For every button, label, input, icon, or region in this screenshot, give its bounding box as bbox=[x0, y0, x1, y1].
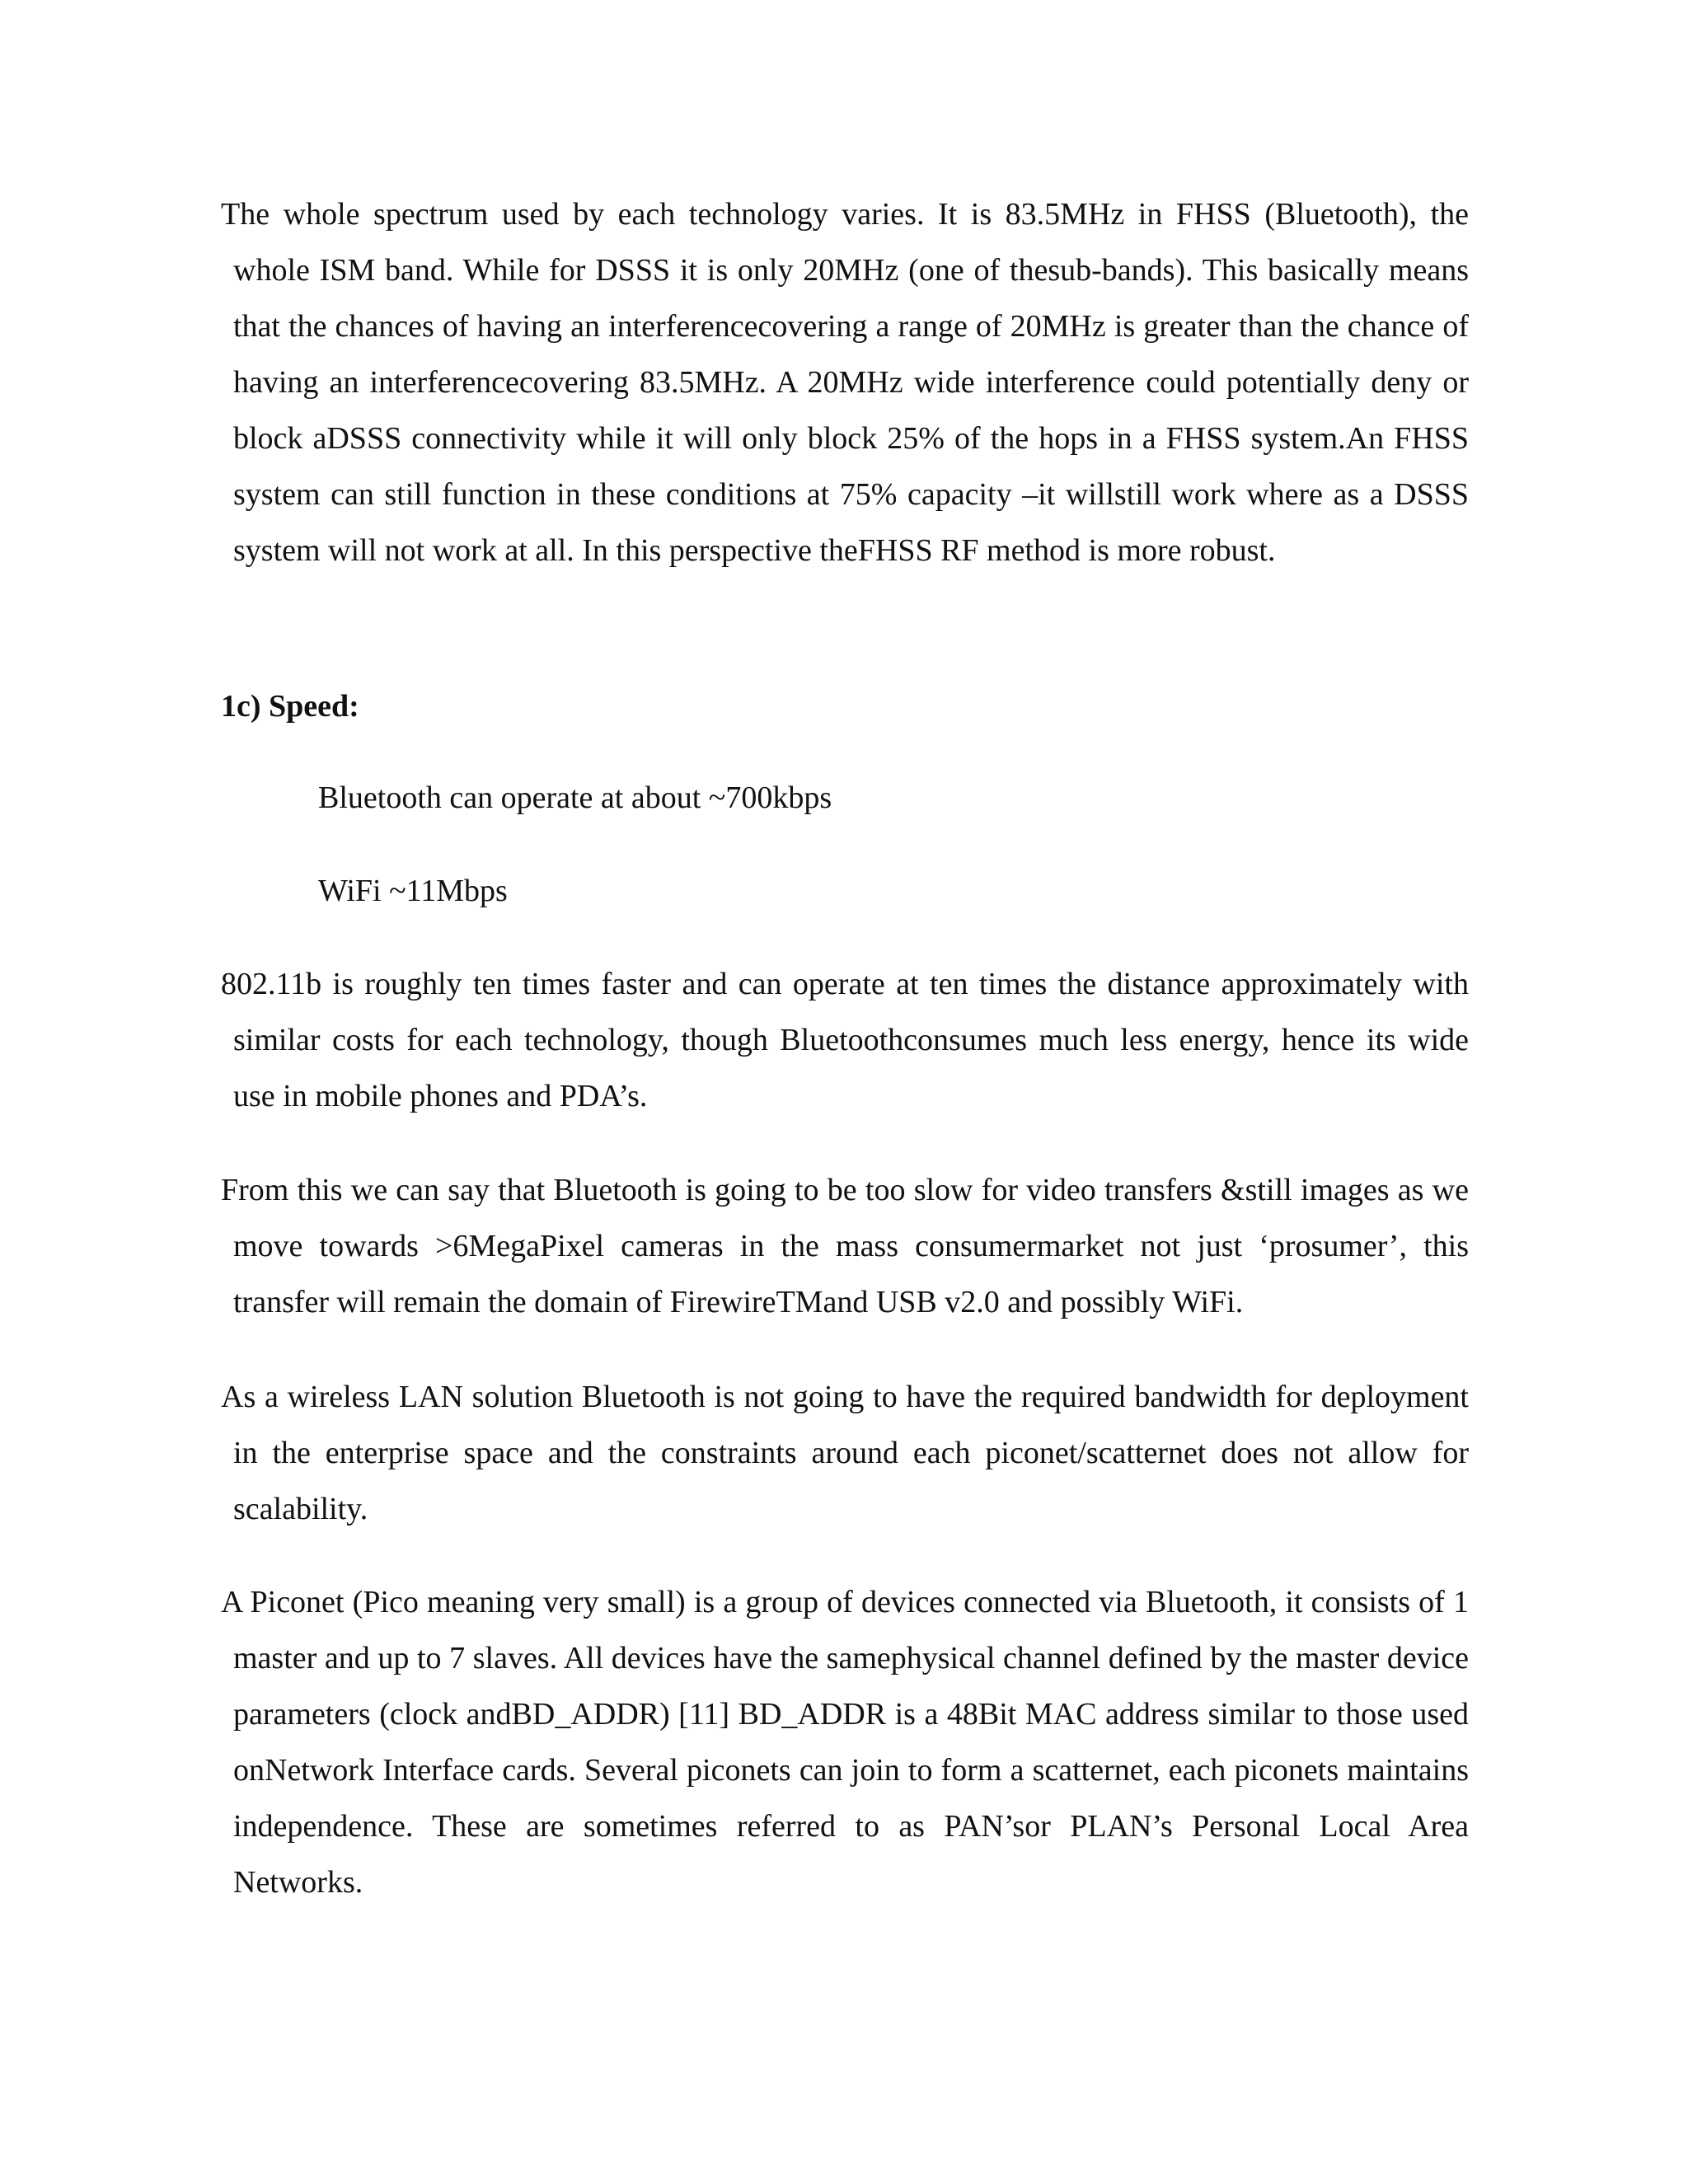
section-heading-speed: 1c) Speed: bbox=[221, 689, 359, 724]
speed-bluetooth-line: Bluetooth can operate at about ~700kbps bbox=[318, 780, 832, 815]
paragraph-wireless-lan: As a wireless LAN solution Bluetooth is not going to have the required bandwidth for deployment in the enterprise space and the constraints around each piconet/scatternet does not allow for scalability. bbox=[221, 1380, 1469, 1526]
paragraph-spectrum: The whole spectrum used by each technology varies. It is 83.5MHz in FHSS (Bluetooth), the whole ISM band. While for DSSS it is only 20MHz (one of thesub-bands). This basically means that the chances of having an interferencecovering a range of 20MHz is greater than the chance of having an interferencecovering 83.5MHz. A 20MHz wide interference could potentially deny or block aDSSS connectivity while it will only block 25% of the hops in a FHSS system.An FHSS system can still function in these conditions at 75% capacity –it willstill work where as a DSSS system will not work at all. In this perspective theFHSS RF method is more robust. bbox=[221, 197, 1469, 568]
speed-wifi-line: WiFi ~11Mbps bbox=[318, 874, 508, 908]
paragraph-video-transfer: From this we can say that Bluetooth is going to be too slow for video transfers &still images as we move towards >6MegaPixel cameras in the mass consumermarket not just ‘prosumer’, this transfer will remain the domain of FirewireTMand USB v2.0 and possibly WiFi. bbox=[221, 1173, 1469, 1319]
paragraph-piconet: A Piconet (Pico meaning very small) is a group of devices connected via Bluetooth, it consists of 1 master and up to 7 slaves. All devices have the samephysical channel defined by the master device parameters (clock andBD_ADDR) [11] BD_ADDR is a 48Bit MAC address similar to those used onNetwork Interface cards. Several piconets can join to form a scatternet, each piconets maintains independence. These are sometimes referred to as PAN’sor PLAN’s Personal Local Area Networks. bbox=[221, 1585, 1469, 1900]
paragraph-80211b: 802.11b is roughly ten times faster and can operate at ten times the distance approximately with similar costs for each technology, though Bluetoothconsumes much less energy, hence its wide use in mobile phones and PDA’s. bbox=[221, 967, 1469, 1113]
